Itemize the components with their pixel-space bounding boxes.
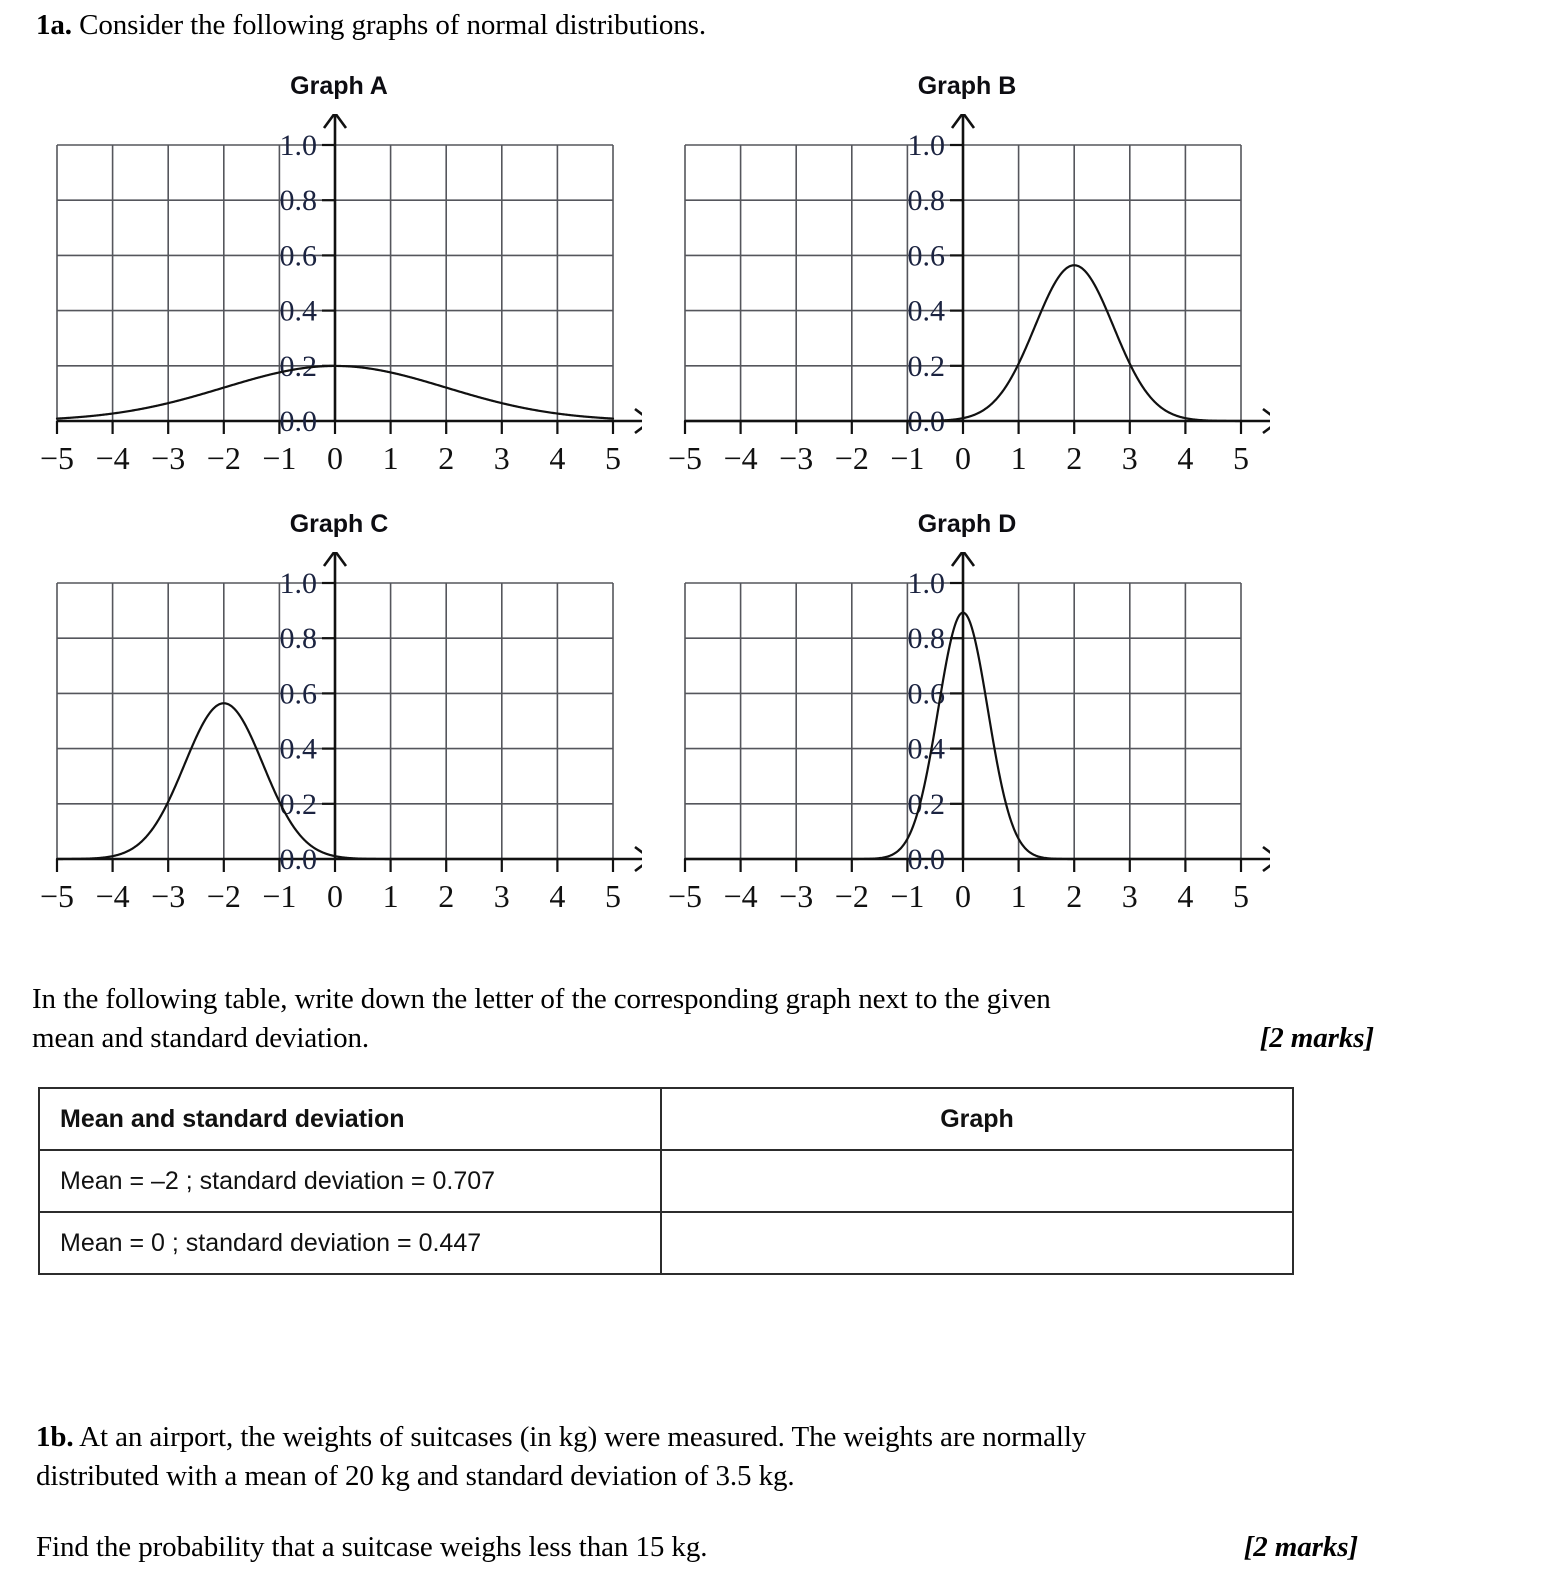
y-tick-label: 0.8	[279, 622, 317, 656]
x-tick-labels	[40, 878, 621, 914]
x-tick-label: 2	[1066, 440, 1083, 476]
y-tick-label: 0.2	[279, 787, 317, 821]
x-tick-labels	[668, 440, 1249, 476]
y-tick-label: 0.4	[279, 732, 317, 766]
x-tick-label: 1	[1010, 878, 1027, 914]
y-axis	[322, 114, 346, 421]
instruction-line-2: mean and standard deviation.	[32, 1022, 370, 1054]
graph-panel-c	[36, 510, 642, 930]
y-tick-label: 1.0	[279, 129, 317, 162]
x-tick-label: −1	[890, 878, 925, 914]
y-tick-label: 1.0	[907, 567, 945, 600]
table-cell-answer-1[interactable]	[661, 1150, 1293, 1212]
y-axis	[950, 552, 974, 859]
x-tick-label: 2	[438, 878, 455, 914]
y-tick-label: 0.2	[279, 349, 317, 383]
table-cell-answer-2[interactable]	[661, 1212, 1293, 1274]
x-tick-label: −5	[39, 440, 75, 476]
x-tick-label: −5	[667, 440, 703, 476]
y-tick-label: 0.4	[907, 294, 945, 328]
y-tick-labels	[280, 129, 318, 438]
y-tick-label: 0.4	[279, 294, 317, 328]
marks-1b: [2 marks]	[1243, 1531, 1358, 1563]
x-tick-label: −5	[667, 878, 703, 914]
marks-1a: [2 marks]	[1259, 1022, 1374, 1054]
x-tick-labels	[668, 878, 1249, 914]
question-1a-heading	[36, 6, 1436, 45]
question-1b-text-1: At an airport, the weights of suitcases (in kg) were measured. The weights are normally	[73, 1421, 1087, 1453]
x-tick-label: −3	[151, 878, 186, 914]
y-tick-label: 0.0	[279, 405, 317, 438]
question-1b-find-row	[36, 1528, 1436, 1567]
y-axis	[322, 552, 346, 859]
x-tick-labels	[40, 440, 621, 476]
y-tick-label: 0.0	[279, 843, 317, 876]
instruction-paragraph	[32, 980, 1402, 1058]
question-1a-text: Consider the following graphs of normal distributions.	[71, 9, 706, 41]
y-tick-labels	[280, 567, 318, 876]
x-tick-label: −2	[834, 878, 869, 914]
y-tick-label: 0.8	[907, 184, 945, 218]
table-row	[39, 1212, 1293, 1274]
y-tick-label: 0.2	[907, 349, 945, 383]
x-tick-label: 3	[493, 878, 510, 914]
x-tick-label: 0	[327, 440, 343, 476]
x-tick-label: −2	[834, 440, 869, 476]
x-tick-label: 3	[1121, 878, 1138, 914]
graph-d-title: Graph D	[917, 510, 1017, 538]
x-tick-label: 4	[549, 440, 566, 476]
table-row	[39, 1150, 1293, 1212]
table-header-mean-sd: Mean and standard deviation	[39, 1088, 661, 1150]
x-tick-label: 5	[605, 878, 621, 914]
x-tick-label: −1	[262, 878, 297, 914]
x-tick-label: −4	[723, 440, 758, 476]
table-header-row	[39, 1088, 1293, 1150]
x-tick-label: −1	[890, 440, 925, 476]
plot-svg	[664, 114, 1270, 492]
x-tick-label: 0	[327, 878, 343, 914]
graph-d-plot	[664, 552, 1270, 930]
y-tick-label: 0.8	[279, 184, 317, 218]
y-tick-label: 1.0	[907, 129, 945, 162]
x-tick-label: −5	[39, 878, 75, 914]
question-1b-line-2: distributed with a mean of 20 kg and standard deviation of 3.5 kg.	[36, 1460, 795, 1492]
x-tick-label: 1	[382, 878, 399, 914]
y-tick-labels	[908, 567, 946, 876]
graph-a-title: Graph A	[290, 72, 388, 100]
x-tick-label: 0	[955, 878, 971, 914]
y-tick-label: 0.0	[907, 405, 945, 438]
x-tick-label: 5	[605, 440, 621, 476]
question-1b-find-text: Find the probability that a suitcase weighs less than 15 kg.	[36, 1531, 708, 1563]
x-tick-label: 2	[1066, 878, 1083, 914]
graph-c-plot	[36, 552, 642, 930]
graph-a-plot	[36, 114, 642, 492]
graph-panel-a	[36, 72, 642, 492]
x-tick-label: 1	[1010, 440, 1027, 476]
instruction-line-1: In the following table, write down the letter of the corresponding graph next to the given	[32, 983, 1051, 1015]
plot-svg	[36, 114, 642, 492]
question-1b-line-1	[36, 1418, 1436, 1457]
x-tick-label: 4	[1177, 440, 1194, 476]
x-tick-label: 4	[549, 878, 566, 914]
y-tick-label: 0.0	[907, 843, 945, 876]
x-tick-label: −3	[779, 440, 814, 476]
graph-b-title: Graph B	[917, 72, 1017, 100]
x-tick-label: 5	[1233, 878, 1249, 914]
x-tick-label: −4	[723, 878, 758, 914]
x-tick-label: 5	[1233, 440, 1249, 476]
y-axis	[950, 114, 974, 421]
y-tick-label: 0.2	[907, 787, 945, 821]
y-tick-label: 0.6	[279, 239, 317, 273]
graph-b-plot	[664, 114, 1270, 492]
x-tick-label: 1	[382, 440, 399, 476]
y-tick-label: 0.6	[907, 239, 945, 273]
x-tick-label: 2	[438, 440, 455, 476]
y-tick-label: 0.6	[279, 677, 317, 711]
table-cell-description-2: Mean = 0 ; standard deviation = 0.447	[39, 1212, 661, 1274]
question-1b-label: 1b.	[36, 1421, 74, 1453]
plot-svg	[36, 552, 642, 930]
x-tick-label: −4	[95, 440, 130, 476]
y-tick-labels	[908, 129, 946, 438]
y-tick-label: 0.8	[907, 622, 945, 656]
x-tick-label: −3	[151, 440, 186, 476]
x-tick-label: −4	[95, 878, 130, 914]
x-tick-label: −2	[206, 440, 241, 476]
graph-panel-d	[664, 510, 1270, 930]
x-tick-label: 3	[1121, 440, 1138, 476]
plot-svg	[664, 552, 1270, 930]
y-tick-label: 1.0	[279, 567, 317, 600]
y-tick-label: 0.6	[907, 677, 945, 711]
question-1a-label: 1a.	[36, 9, 72, 41]
x-tick-label: 3	[493, 440, 510, 476]
graph-panel-b	[664, 72, 1270, 492]
x-tick-label: 4	[1177, 878, 1194, 914]
question-1b-paragraph	[36, 1418, 1436, 1496]
x-tick-label: −2	[206, 878, 241, 914]
x-tick-label: −3	[779, 878, 814, 914]
graph-c-title: Graph C	[289, 510, 389, 538]
x-tick-label: 0	[955, 440, 971, 476]
y-tick-label: 0.4	[907, 732, 945, 766]
table-header-graph: Graph	[661, 1088, 1293, 1150]
x-tick-label: −1	[262, 440, 297, 476]
table-cell-description-1: Mean = –2 ; standard deviation = 0.707	[39, 1150, 661, 1212]
answer-table	[38, 1087, 1294, 1275]
